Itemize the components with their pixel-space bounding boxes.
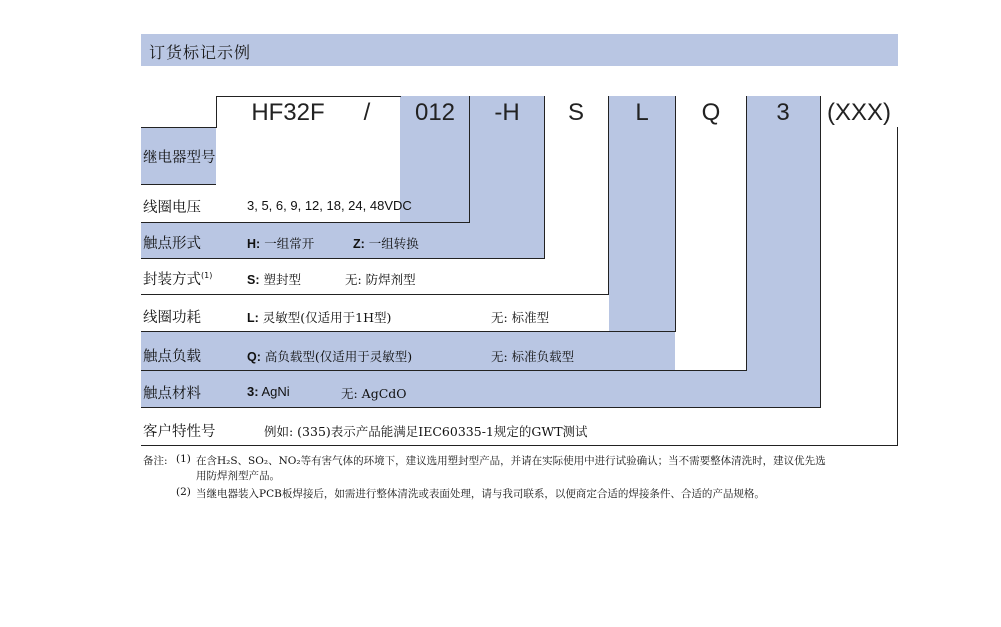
value-customer-code: 例如: (335)表示产品能满足IEC60335-1规定的GWT测试 (264, 424, 588, 439)
coil-power-opt1-val: 灵敏型(仅适用于1H型) (262, 310, 392, 325)
vline-material (820, 96, 821, 408)
code-package: S (567, 99, 584, 126)
hline-material (141, 407, 821, 408)
vline-customer (897, 127, 898, 445)
contact-load-opt1-val: 高负载型(仅适用于灵敏型) (264, 349, 413, 364)
label-contact-form: 触点形式 (143, 236, 201, 252)
contact-load-opt1 (247, 347, 412, 365)
note-1-line2: 用防焊剂型产品。 (196, 470, 280, 482)
label-contact-load: 触点负载 (143, 349, 201, 365)
note-2-text: 当继电器装入PCB板焊接后，如需进行整体清洗或表面处理，请与我司联系，以便商定合适的焊接条件、合适的产品规格。 (196, 488, 765, 500)
package-opt2: 无: 防焊剂型 (345, 272, 416, 287)
hline-power (141, 331, 676, 332)
contact-load-opt2: 无: 标准负载型 (491, 349, 575, 364)
vline-power (675, 96, 676, 332)
notes-prefix: 备注: (143, 455, 168, 467)
code-contact-form: -H (494, 99, 520, 126)
label-relay-type: 继电器型号 (143, 150, 216, 166)
contact-material-opt1-val: AgNi (261, 384, 290, 399)
contact-material-opt1 (247, 384, 290, 399)
label-package (143, 268, 212, 289)
note-2-num: (2) (176, 486, 191, 498)
band-row-form (141, 222, 544, 258)
coil-power-opt1 (247, 308, 391, 326)
code-series: HF32F (251, 99, 325, 126)
label-contact-material: 触点材料 (143, 386, 201, 402)
code-contact-load: Q (701, 99, 721, 126)
label-coil-voltage: 线圈电压 (143, 200, 201, 216)
hline-load (141, 370, 747, 371)
contact-form-opt2-val: 一组转换 (368, 236, 419, 251)
section-title: 订货标记示例 (149, 43, 252, 62)
package-opt1-key: S: (247, 273, 260, 287)
contact-form-opt1-key: H: (247, 237, 261, 251)
code-coil-power: L (635, 99, 649, 126)
contact-form-opt1 (247, 234, 314, 252)
label-package-sup: (1) (201, 271, 213, 281)
code-slash: / (363, 99, 371, 126)
hline-form (141, 258, 545, 259)
vline-voltage (469, 96, 470, 222)
note-1-num: (1) (176, 453, 191, 465)
vline-load (746, 96, 747, 370)
package-opt1-val: 塑封型 (263, 272, 301, 287)
code-customer: (XXX) (826, 99, 891, 126)
vline-relay (216, 96, 217, 127)
label-customer-code: 客户特性号 (143, 424, 216, 440)
vline-package (608, 96, 609, 294)
code-contact-material: 3 (776, 99, 790, 126)
contact-material-opt2: 无: AgCdO (341, 386, 407, 401)
band-row-material (141, 370, 820, 408)
hline-relay-bottom (141, 184, 216, 185)
contact-form-opt2 (353, 234, 419, 252)
code-voltage: 012 (414, 99, 456, 126)
package-opt1 (247, 270, 301, 288)
contact-form-opt1-val: 一组常开 (264, 236, 315, 251)
section-header-bar (141, 34, 898, 66)
contact-load-opt1-key: Q: (247, 350, 261, 364)
band-contact-load (609, 96, 675, 332)
label-coil-power: 线圈功耗 (143, 310, 201, 326)
hline-voltage (141, 222, 470, 223)
coil-power-opt2: 无: 标准型 (491, 310, 550, 325)
band-contact-material (746, 96, 820, 370)
value-coil-voltage: 3, 5, 6, 9, 12, 18, 24, 48VDC (247, 198, 412, 213)
hline-customer (141, 445, 898, 446)
note-1-line1: 在含H₂S、SO₂、NO₂等有害气体的环境下，建议选用塑封型产品，并请在实际使用中进行试验确认；当不需要整体清洗时，建议优先选 (196, 455, 826, 467)
vline-form (544, 96, 545, 258)
hline-package (141, 294, 609, 295)
label-package-text: 封装方式 (143, 272, 201, 288)
coil-power-opt1-key: L: (247, 311, 259, 325)
contact-form-opt2-key: Z: (353, 237, 365, 251)
contact-material-opt1-key: 3: (247, 384, 259, 399)
hline-relay-top (141, 127, 217, 128)
top-line-2 (400, 96, 401, 97)
top-line-1 (216, 96, 400, 97)
